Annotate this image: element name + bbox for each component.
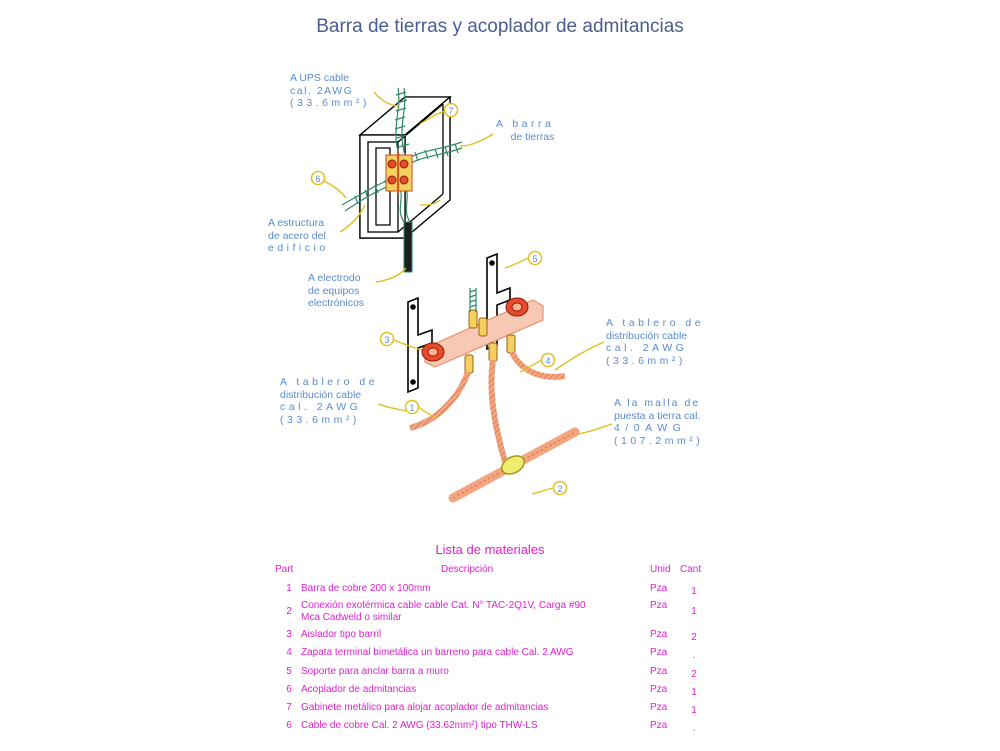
header-unid: Unid (650, 564, 671, 575)
label-electrodo: A electrodo de equipos electrónicos (308, 272, 365, 309)
row-quantity: . (692, 723, 696, 734)
label-ups: A UPS cable cal. 2AWG (33.6mm²) (290, 72, 370, 109)
row-part: 3 (286, 629, 292, 640)
label-malla: A la malla de puesta a tierra cal. 4/0AWG (107.2mm²) (614, 397, 704, 447)
svg-text:1: 1 (409, 403, 415, 413)
label-estructura: A estructura de acero del edificio (268, 217, 329, 254)
row-description: Soporte para anclar barra a muro (301, 666, 449, 677)
svg-text:5: 5 (532, 254, 538, 264)
label-tablero-right: A tablero de distribución cable cal. 2AWG (33.6mm²) (606, 317, 705, 367)
row-part: 4 (286, 647, 292, 658)
admittance-coupler (386, 152, 412, 194)
row-part: 5 (286, 666, 292, 677)
row-description: Zapata terminal bimetálica un barreno para cable Cal. 2 AWG (301, 647, 574, 658)
row-unit: Pza (650, 583, 668, 594)
row-quantity: . (692, 650, 696, 661)
row-description: Cable de cobre Cal. 2 AWG (33.62mm²) tipo THW-LS (301, 720, 538, 731)
row-description: Acoplador de admitancias (301, 684, 417, 695)
cable-copper-right (512, 352, 565, 377)
header-part: Part (275, 564, 294, 575)
header-desc: Descripción (441, 564, 494, 575)
row-description: Gabinete metálico para alojar acoplador de admitancias (301, 702, 549, 713)
row-unit: Pza (650, 702, 668, 713)
row-unit: Pza (650, 684, 668, 695)
callout-1 (406, 401, 419, 414)
row-description: Aislador tipo barril (301, 629, 382, 640)
row-part: 6 (286, 684, 292, 695)
header-cant: Cant (680, 564, 702, 575)
cable-green-bar (470, 288, 476, 312)
row-description-cont: Mca Cadweld o similar (301, 612, 402, 623)
row-quantity: 1 (691, 606, 697, 617)
svg-text:7: 7 (448, 106, 454, 116)
callout-5 (529, 252, 542, 265)
callout-7 (445, 104, 458, 117)
row-part: 2 (286, 606, 292, 617)
row-quantity: 1 (691, 586, 697, 597)
row-unit: Pza (650, 647, 668, 658)
row-description: Conexión exotérmica cable cable Cat. N° TAC-2Q1V, Carga #90 (301, 600, 586, 611)
svg-text:2: 2 (557, 484, 563, 494)
row-part: 7 (286, 702, 292, 713)
label-tablero-left: A tablero de distribución cable cal. 2AWG (33.6mm²) (280, 376, 379, 426)
svg-text:4: 4 (545, 356, 551, 366)
page-title: Barra de tierras y acoplador de admitancias (316, 16, 684, 37)
materials-title: Lista de materiales (435, 542, 545, 557)
callout-6 (312, 172, 325, 185)
callout-4 (542, 354, 555, 367)
electrode-rod (404, 222, 412, 272)
row-unit: Pza (650, 720, 668, 731)
row-unit: Pza (650, 600, 668, 611)
row-quantity: 1 (691, 705, 697, 716)
row-quantity: 2 (691, 669, 697, 680)
row-part: 6 (286, 720, 292, 731)
row-quantity: 2 (691, 632, 697, 643)
cable-copper-down (491, 360, 505, 462)
svg-text:3: 3 (384, 335, 390, 345)
row-quantity: 1 (691, 687, 697, 698)
svg-text:6: 6 (315, 174, 321, 184)
row-unit: Pza (650, 629, 668, 640)
row-part: 1 (286, 583, 292, 594)
callout-3 (381, 333, 394, 346)
callout-2 (554, 482, 567, 495)
label-barra: A barra de tierras (496, 118, 555, 143)
row-description: Barra de cobre 200 x 100mm (301, 583, 431, 594)
row-unit: Pza (650, 666, 668, 677)
